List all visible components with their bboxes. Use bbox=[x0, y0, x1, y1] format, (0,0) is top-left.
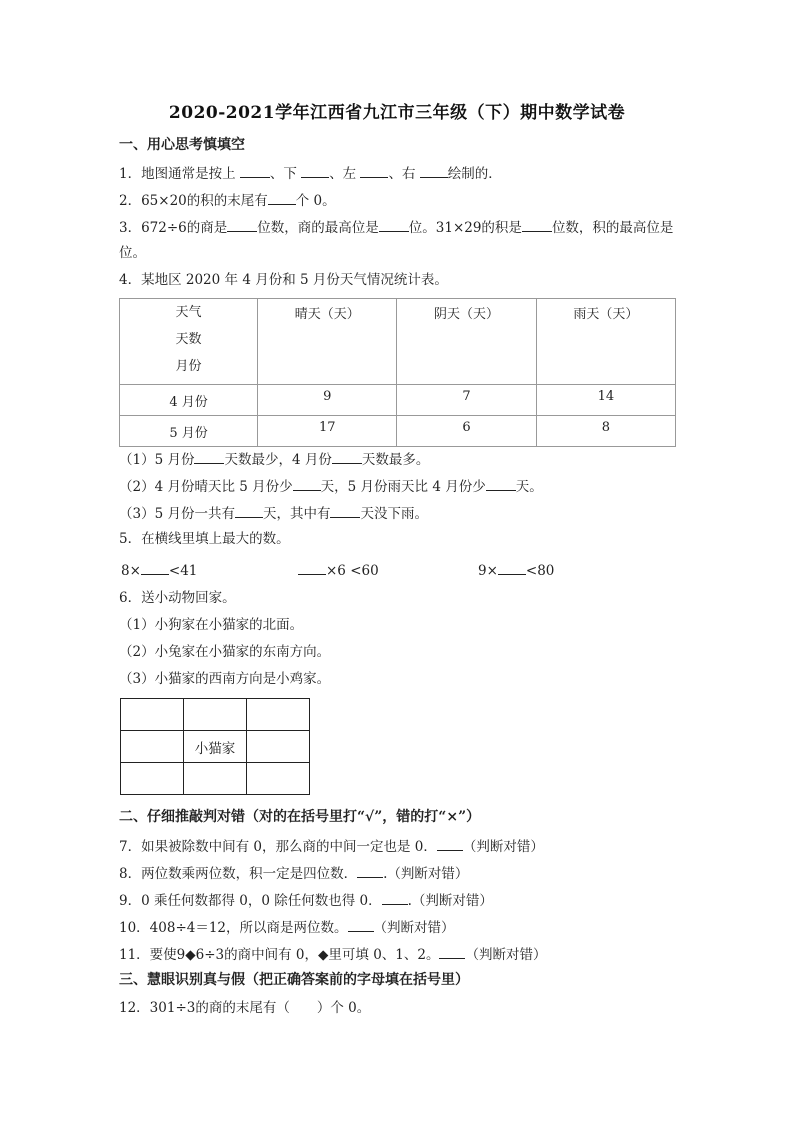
answer-blank[interactable] bbox=[348, 917, 374, 932]
question-4: 4．某地区 2020 年 4 月份和 5 月份天气情况统计表。 bbox=[119, 272, 448, 288]
section-3-heading: 三、慧眼识别真与假（把正确答案前的字母填在括号里） bbox=[119, 972, 469, 988]
answer-blank[interactable] bbox=[141, 560, 169, 575]
question-5: 5．在横线里填上最大的数。 bbox=[119, 531, 290, 547]
answer-blank[interactable] bbox=[420, 163, 448, 178]
answer-blank[interactable] bbox=[437, 836, 463, 851]
row-month: 5 月份 bbox=[120, 416, 258, 447]
question-6-2: （2）小兔家在小猫家的东南方向。 bbox=[119, 644, 331, 660]
answer-blank[interactable] bbox=[298, 560, 326, 575]
column-header: 雨天（天） bbox=[536, 299, 675, 385]
question-10: 10．408÷4＝12，所以商是两位数。 （判断对错） bbox=[119, 917, 455, 937]
answer-blank[interactable] bbox=[240, 163, 270, 178]
question-9: 9．0 乘任何数都得 0，0 除任何数也得 0． .（判断对错） bbox=[119, 890, 493, 910]
question-5-item-b: ×6 <60 bbox=[298, 560, 379, 580]
question-6: 6．送小动物回家。 bbox=[119, 590, 236, 606]
table-cell: 6 bbox=[397, 416, 536, 447]
grid-cell[interactable] bbox=[184, 699, 247, 731]
question-11: 11．要使9◆6÷3的商中间有 0，◆里可填 0、1、2。 （判断对错） bbox=[119, 944, 546, 964]
answer-blank[interactable] bbox=[330, 503, 360, 518]
table-row bbox=[120, 385, 676, 416]
grid-cell[interactable] bbox=[121, 699, 184, 731]
page-title: 2020-2021学年江西省九江市三年级（下）期中数学试卷 bbox=[168, 103, 626, 123]
answer-blank[interactable] bbox=[268, 190, 296, 205]
question-7: 7．如果被除数中间有 0，那么商的中间一定也是 0． （判断对错） bbox=[119, 836, 544, 856]
section-1-heading: 一、用心思考慎填空 bbox=[119, 137, 245, 153]
table-row bbox=[120, 416, 676, 447]
direction-grid bbox=[120, 698, 310, 795]
question-3-continued: 位。 bbox=[119, 245, 146, 261]
grid-cell[interactable] bbox=[247, 731, 310, 763]
question-4-2: （2）4 月份晴天比 5 月份少 天，5 月份雨天比 4 月份少 天。 bbox=[119, 476, 543, 496]
table-cell: 7 bbox=[397, 385, 536, 416]
answer-blank[interactable] bbox=[379, 217, 409, 232]
table-cell: 9 bbox=[258, 385, 397, 416]
grid-cell[interactable] bbox=[247, 699, 310, 731]
answer-blank[interactable] bbox=[382, 890, 408, 905]
question-5-item-a: 8× <41 bbox=[121, 560, 197, 580]
grid-cell[interactable] bbox=[184, 763, 247, 795]
question-4-3: （3）5 月份一共有 天，其中有 天没下雨。 bbox=[119, 503, 428, 523]
question-3: 3．672÷6的商是 位数，商的最高位是 位。31×29的积是 位数，积的最高位是 bbox=[119, 217, 673, 237]
answer-blank[interactable] bbox=[360, 163, 388, 178]
question-6-3: （3）小猫家的西南方向是小鸡家。 bbox=[119, 671, 331, 687]
column-header: 阴天（天） bbox=[397, 299, 536, 385]
answer-blank[interactable] bbox=[522, 217, 552, 232]
question-12: 12．301÷3的商的末尾有（ ）个 0。 bbox=[119, 1000, 371, 1016]
question-8: 8．两位数乘两位数，积一定是四位数． .（判断对错） bbox=[119, 863, 468, 883]
answer-blank[interactable] bbox=[357, 863, 383, 878]
question-6-1: （1）小狗家在小猫家的北面。 bbox=[119, 617, 304, 633]
question-5-item-c: 9× <80 bbox=[478, 560, 554, 580]
grid-cell-cat-home: 小猫家 bbox=[184, 731, 247, 763]
answer-blank[interactable] bbox=[227, 217, 257, 232]
grid-cell[interactable] bbox=[247, 763, 310, 795]
row-month: 4 月份 bbox=[120, 385, 258, 416]
table-cell: 17 bbox=[258, 416, 397, 447]
grid-cell[interactable] bbox=[121, 731, 184, 763]
answer-blank[interactable] bbox=[486, 476, 516, 491]
table-cell: 8 bbox=[536, 416, 675, 447]
question-1: 1．地图通常是按上 、下 、左 、右 绘制的． bbox=[119, 163, 502, 183]
section-2-heading: 二、仔细推敲判对错（对的在括号里打“√”，错的打“×”） bbox=[119, 809, 481, 825]
answer-blank[interactable] bbox=[439, 944, 465, 959]
weather-stats-table bbox=[119, 298, 676, 447]
answer-blank[interactable] bbox=[301, 163, 329, 178]
grid-cell[interactable] bbox=[121, 763, 184, 795]
answer-blank[interactable] bbox=[293, 476, 321, 491]
table-corner-cell: 天气 天数 月份 bbox=[120, 299, 258, 385]
question-2: 2．65×20的积的末尾有 个 0。 bbox=[119, 190, 336, 210]
answer-blank[interactable] bbox=[235, 503, 263, 518]
column-header: 晴天（天） bbox=[258, 299, 397, 385]
answer-blank[interactable] bbox=[194, 449, 224, 464]
answer-blank[interactable] bbox=[498, 560, 526, 575]
question-4-1: （1）5 月份 天数最少，4 月份 天数最多。 bbox=[119, 449, 429, 469]
table-cell: 14 bbox=[536, 385, 675, 416]
answer-blank[interactable] bbox=[332, 449, 362, 464]
